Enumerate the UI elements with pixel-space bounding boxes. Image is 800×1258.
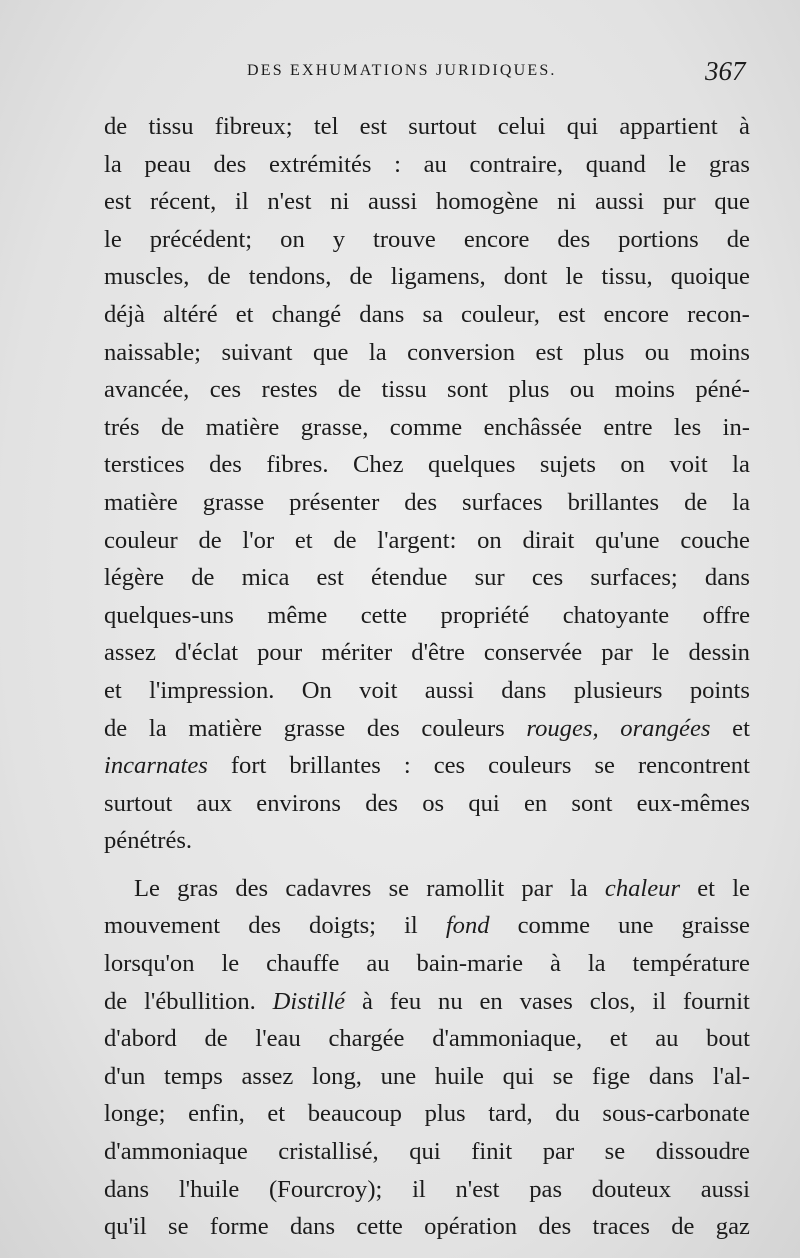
word: long,: [312, 1062, 362, 1090]
word: ramollit: [426, 874, 505, 902]
text-line: [104, 409, 750, 447]
word: couleur,: [461, 300, 540, 328]
word: chargée: [328, 1025, 405, 1053]
body-text: [104, 108, 750, 1246]
italic-word: chaleur: [604, 874, 681, 902]
word: dans: [359, 300, 405, 328]
word: enchâssée: [483, 413, 582, 441]
word: ces: [209, 376, 242, 404]
word: est: [558, 300, 586, 328]
word: plus: [424, 1100, 466, 1128]
word: trés: [104, 413, 140, 441]
word: ou: [569, 376, 595, 404]
word: voit: [669, 451, 708, 479]
word: moins: [689, 338, 750, 366]
word: aussi: [368, 188, 418, 216]
word: d'ammoniaque,: [432, 1025, 583, 1053]
word: de: [198, 526, 222, 554]
word: On: [301, 676, 332, 704]
word: les: [673, 413, 702, 441]
word: :: [403, 752, 411, 780]
word: doigts;: [309, 912, 377, 940]
word: suivant: [221, 338, 293, 366]
word: l'impression.: [149, 676, 275, 704]
word: trouve: [373, 225, 436, 253]
word: conservée: [483, 639, 583, 667]
word: étendue: [370, 564, 448, 592]
word: tissu,: [601, 263, 653, 291]
word: récent,: [150, 188, 217, 216]
word: tel: [313, 113, 339, 140]
word: terstices: [104, 451, 185, 479]
word: assez: [104, 639, 156, 667]
word: fort: [230, 752, 267, 780]
word: quand: [585, 150, 646, 178]
word: le: [651, 639, 670, 667]
text-line: [104, 907, 750, 945]
word: on: [477, 526, 502, 554]
word: couleurs: [488, 752, 572, 780]
word: gras: [708, 150, 750, 178]
word: le: [668, 150, 687, 178]
word: il: [652, 987, 667, 1015]
word: propriété: [440, 601, 530, 629]
word: des: [235, 874, 269, 902]
page-number: 367: [705, 56, 746, 86]
text-line: [104, 634, 750, 672]
word: comme: [517, 912, 590, 940]
word: la: [587, 950, 606, 978]
word: aux: [196, 789, 233, 817]
word: conversion: [407, 338, 516, 366]
word: des: [209, 451, 242, 479]
word: bain-marie: [416, 950, 524, 978]
text-line: [104, 484, 750, 522]
word: gaz: [715, 1213, 750, 1241]
word: nu: [438, 987, 463, 1015]
word: brillantes: [567, 488, 660, 516]
word: aussi: [594, 188, 645, 216]
word: se: [552, 1062, 574, 1090]
word: pas: [529, 1175, 563, 1203]
word: n'est: [455, 1175, 500, 1203]
word: sujets: [539, 451, 596, 479]
word: sous-carbonate: [602, 1100, 750, 1128]
word: Le: [134, 874, 160, 902]
word: des: [538, 1213, 572, 1241]
word: de: [337, 376, 362, 404]
word: des: [248, 912, 281, 940]
word: sont: [571, 789, 613, 817]
word: couleur: [104, 526, 178, 554]
word: surtout: [104, 789, 173, 817]
word: cristallisé,: [278, 1138, 379, 1166]
word: aussi: [700, 1175, 750, 1203]
word: lorsqu'on: [104, 950, 195, 978]
word: d'être: [411, 639, 465, 667]
word: mériter: [321, 639, 393, 667]
word: de: [104, 113, 128, 140]
word: in-: [722, 413, 750, 441]
word: qui: [468, 789, 500, 817]
word: (Fourcroy);: [268, 1175, 383, 1203]
word: qui: [502, 1062, 535, 1090]
word: pénétrés.: [104, 827, 193, 855]
word: fibres.: [266, 451, 329, 479]
text-line: [104, 1020, 750, 1058]
word: gras: [177, 874, 219, 902]
word: et: [732, 714, 750, 742]
text-line: [104, 1133, 750, 1171]
word: fournit: [682, 987, 750, 1015]
word: est: [359, 113, 387, 140]
word: des: [366, 714, 400, 742]
word: homogène: [435, 188, 539, 216]
word: qui: [409, 1138, 441, 1166]
word: tendons,: [248, 263, 332, 291]
word: surfaces;: [590, 564, 678, 592]
word: contraire,: [469, 150, 564, 178]
word: matière: [188, 714, 263, 742]
word: dessin: [688, 639, 750, 667]
text-line: [104, 785, 750, 823]
text-line: [104, 945, 750, 983]
word: comme: [389, 413, 463, 441]
word: fige: [591, 1062, 631, 1090]
word: naissable;: [104, 338, 201, 366]
italic-word: incarnates: [104, 752, 208, 780]
word: douteux: [591, 1175, 671, 1203]
text-line: [104, 822, 750, 860]
paragraph-break: [104, 860, 750, 870]
text-line: [104, 597, 750, 635]
word: que: [714, 188, 750, 216]
word: par: [542, 1138, 575, 1166]
word: dans: [501, 676, 547, 704]
word: finit: [471, 1138, 513, 1166]
word: dans: [704, 564, 750, 592]
word: grasse: [283, 714, 346, 742]
word: couleurs: [421, 714, 505, 742]
text-line: [104, 146, 750, 184]
text-line: [104, 672, 750, 710]
word: d'ammoniaque: [104, 1138, 248, 1166]
word: offre: [702, 601, 750, 629]
text-line: [104, 258, 750, 296]
word: grasse: [202, 488, 265, 516]
word: encore: [603, 300, 669, 328]
word: graisse: [681, 912, 750, 940]
word: sur: [474, 564, 505, 592]
word: sont: [447, 376, 489, 404]
word: une: [380, 1062, 417, 1090]
text-line: [104, 1171, 750, 1209]
word: plusieurs: [573, 676, 663, 704]
word: la: [569, 874, 588, 902]
word: de: [207, 263, 231, 291]
word: cette: [356, 1213, 403, 1241]
word: grasse,: [300, 413, 369, 441]
text-line: [104, 710, 750, 748]
word: la: [368, 338, 387, 366]
word: sa: [422, 300, 443, 328]
word: dans: [104, 1175, 150, 1203]
word: et: [697, 874, 716, 902]
word: altéré: [163, 300, 218, 328]
text-line: [104, 1058, 750, 1096]
word: l'or: [242, 526, 275, 554]
word: présenter: [289, 488, 380, 516]
word: beaucoup: [307, 1100, 402, 1128]
word: et: [294, 526, 313, 554]
word: peau: [144, 150, 191, 178]
word: le: [565, 263, 584, 291]
text-line: [104, 221, 750, 259]
word: temps: [164, 1062, 223, 1090]
word: opération: [424, 1213, 518, 1241]
word: de: [160, 413, 185, 441]
text-line: [104, 296, 750, 334]
word: des: [404, 488, 438, 516]
word: points: [689, 676, 750, 704]
word: ni: [557, 188, 577, 216]
text-line: [104, 334, 750, 372]
word: il: [412, 1175, 426, 1203]
word: la: [732, 488, 750, 516]
word: précédent;: [149, 225, 253, 253]
word: entre: [603, 413, 653, 441]
word: recon-: [687, 300, 750, 328]
word: qui: [566, 113, 599, 140]
word: la: [104, 150, 122, 178]
word: de: [104, 987, 128, 1015]
word: à: [738, 113, 750, 140]
word: est: [104, 188, 132, 216]
word: de: [684, 488, 708, 516]
word: tissu: [148, 113, 194, 140]
word: n'est: [267, 188, 312, 216]
word: vases: [519, 987, 573, 1015]
word: légère: [104, 564, 165, 592]
word: est: [316, 564, 344, 592]
word: de: [104, 714, 128, 742]
word: huile: [434, 1062, 484, 1090]
word: fibreux;: [214, 113, 293, 140]
word: le: [221, 950, 240, 978]
word: feu: [389, 987, 422, 1015]
word: il: [234, 188, 249, 216]
word: avancée,: [104, 376, 190, 404]
word: tard,: [488, 1100, 533, 1128]
word: ces: [531, 564, 564, 592]
word: mouvement: [104, 912, 221, 940]
word: couche: [680, 526, 750, 554]
word: Chez: [352, 451, 404, 479]
word: en: [479, 987, 503, 1015]
word: quoique: [670, 263, 750, 291]
word: même: [267, 601, 328, 629]
word: du: [555, 1100, 580, 1128]
word: muscles,: [104, 263, 190, 291]
word: de: [191, 564, 215, 592]
word: cette: [360, 601, 408, 629]
word: des: [557, 225, 591, 253]
word: de: [204, 1025, 228, 1053]
word: que: [312, 338, 349, 366]
word: à: [549, 950, 561, 978]
word: on: [620, 451, 645, 479]
word: dont: [503, 263, 548, 291]
word: le: [104, 225, 122, 253]
text-line: [104, 183, 750, 221]
word: d'un: [104, 1062, 146, 1090]
text-line: [104, 870, 750, 908]
word: matière: [205, 413, 280, 441]
word: une: [618, 912, 654, 940]
text-line: [104, 1208, 750, 1246]
word: d'éclat: [174, 639, 239, 667]
word: brillantes: [289, 752, 381, 780]
word: chauffe: [266, 950, 340, 978]
word: l'eau: [255, 1025, 301, 1053]
word: :: [394, 150, 401, 178]
word: matière: [104, 488, 178, 516]
word: encore: [463, 225, 530, 253]
word: le: [732, 874, 750, 902]
word: il: [404, 912, 418, 940]
word: forme: [209, 1213, 269, 1241]
word: d'abord: [104, 1025, 177, 1053]
word: par: [521, 874, 553, 902]
word: au: [655, 1025, 679, 1053]
word: pur: [662, 188, 696, 216]
word: changé: [271, 300, 342, 328]
word: l'al-: [712, 1062, 750, 1090]
word: quelques-uns: [104, 601, 234, 629]
word: longe;: [104, 1100, 166, 1128]
text-line: [104, 446, 750, 484]
word: température: [632, 950, 750, 978]
word: rencontrent: [637, 752, 750, 780]
word: ces: [433, 752, 466, 780]
word: qu'une: [595, 526, 660, 554]
word: environs: [256, 789, 341, 817]
italic-word: fond: [445, 912, 490, 940]
word: plus: [583, 338, 625, 366]
italic-word: rouges,: [526, 714, 599, 742]
word: chatoyante: [562, 601, 670, 629]
text-line: [104, 108, 750, 146]
italic-word: orangées: [620, 714, 711, 742]
word: on: [280, 225, 305, 253]
word: de: [726, 225, 750, 253]
word: et: [235, 300, 254, 328]
word: traces: [592, 1213, 650, 1241]
word: en: [523, 789, 548, 817]
text-line: [104, 1095, 750, 1133]
word: par: [601, 639, 633, 667]
word: eux-mêmes: [636, 789, 750, 817]
text-line: [104, 559, 750, 597]
word: se: [594, 752, 615, 780]
word: appartient: [619, 113, 718, 140]
text-line: [104, 522, 750, 560]
word: ou: [644, 338, 670, 366]
word: restes: [261, 376, 318, 404]
word: enfin,: [188, 1100, 245, 1128]
word: ni: [330, 188, 350, 216]
word: au: [423, 150, 447, 178]
word: os: [422, 789, 445, 817]
word: de: [671, 1213, 695, 1241]
word: l'huile: [178, 1175, 240, 1203]
word: quelques: [427, 451, 516, 479]
text-line: [104, 983, 750, 1021]
text-line: [104, 747, 750, 785]
word: se: [604, 1138, 626, 1166]
word: et: [267, 1100, 286, 1128]
word: et: [609, 1025, 628, 1053]
word: aussi: [424, 676, 474, 704]
word: pour: [257, 639, 303, 667]
word: dans: [648, 1062, 695, 1090]
word: cadavres: [285, 874, 372, 902]
word: ligamens,: [390, 263, 486, 291]
word: des: [365, 789, 398, 817]
word: celui: [497, 113, 546, 140]
word: de: [349, 263, 373, 291]
word: au: [366, 950, 390, 978]
word: y: [332, 225, 346, 253]
word: déjà: [104, 300, 145, 328]
word: et: [104, 676, 122, 704]
word: surtout: [408, 113, 477, 140]
text-line: [104, 371, 750, 409]
word: extrémités: [269, 150, 372, 178]
word: péné-: [695, 376, 750, 404]
word: portions: [618, 225, 699, 253]
word: bout: [706, 1025, 750, 1053]
word: la: [148, 714, 167, 742]
word: qu'il: [104, 1213, 147, 1241]
word: l'argent:: [377, 526, 457, 554]
word: assez: [241, 1062, 294, 1090]
word: à: [361, 987, 373, 1015]
word: tissu: [381, 376, 427, 404]
word: surfaces: [462, 488, 543, 516]
word: voit: [359, 676, 398, 704]
word: de: [333, 526, 357, 554]
word: dans: [289, 1213, 336, 1241]
running-title: DES EXHUMATIONS JURIDIQUES.: [247, 62, 557, 79]
word: plus: [508, 376, 550, 404]
word: clos,: [589, 987, 636, 1015]
word: l'ébullition.: [144, 987, 256, 1015]
word: moins: [614, 376, 675, 404]
word: se: [388, 874, 410, 902]
word: se: [168, 1213, 189, 1241]
word: dissoudre: [655, 1138, 750, 1166]
italic-word: Distillé: [272, 987, 346, 1015]
word: mica: [241, 564, 290, 592]
word: la: [732, 451, 750, 479]
word: dirait: [522, 526, 575, 554]
word: est: [535, 338, 563, 366]
word: des: [213, 150, 247, 178]
